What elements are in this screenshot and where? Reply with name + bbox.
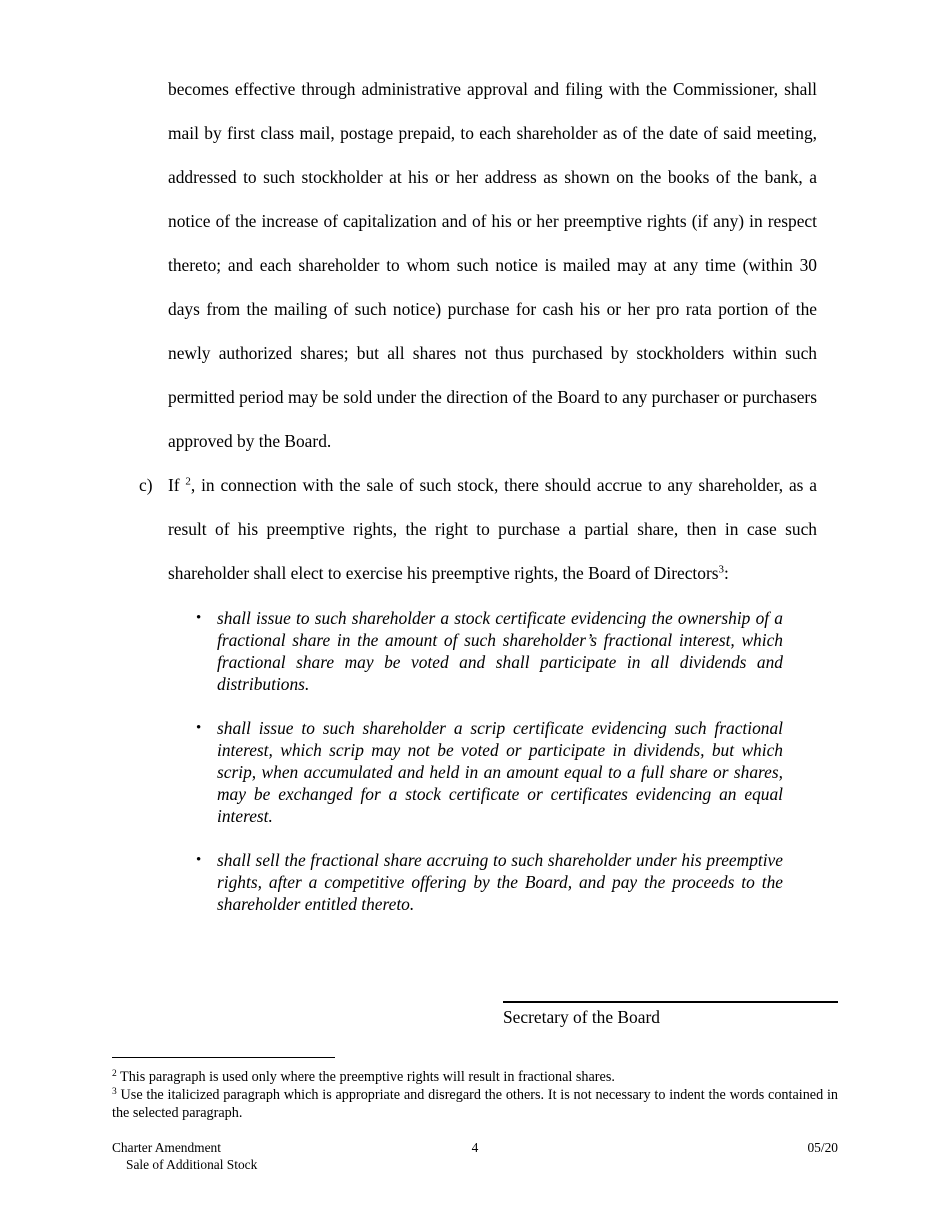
footnote-divider: [112, 1057, 335, 1058]
footer-doc-info: [112, 1139, 257, 1173]
list-item: [196, 607, 783, 695]
footnote-3: [112, 1086, 838, 1122]
bullet-icon: •: [196, 610, 202, 626]
bullet-icon: •: [196, 720, 202, 736]
list-item: [196, 849, 783, 915]
footnote-2: [112, 1068, 838, 1086]
item-c-label: c): [139, 475, 153, 495]
bullet-icon: •: [196, 852, 202, 868]
page-number: 4: [471, 1140, 479, 1155]
item-c-paragraph: [168, 463, 817, 595]
signature-label: Secretary of the Board: [503, 1007, 660, 1027]
option-list: [196, 607, 783, 937]
footnotes: [112, 1068, 838, 1122]
footnote-text: This paragraph is used only where the preemptive rights will result in fractional shares.: [120, 1069, 615, 1085]
footer-doc-title: Charter Amendment: [112, 1140, 221, 1155]
item-c-text-body: , in connection with the sale of such stock, there should accrue to any shareholder, as a result of his preemptive rights, the right to purchase a partial share, then in case such shareholder shall elect to exercise his preemptive rights, the Board of Directors: [168, 475, 817, 583]
option-text: shall issue to such shareholder a scrip certificate evidencing such fractional interest, which scrip may not be voted or participate in dividends, but which scrip, when accumulated and held in an amount equal to a full share or shares, may be exchanged for a stock certificate or certificates evidencing an equal interest.: [217, 718, 783, 826]
revision-date: 05/20: [807, 1140, 838, 1155]
item-c-text-start: If: [168, 475, 180, 495]
footnote-number: 3: [112, 1086, 117, 1097]
item-c-text-end: :: [724, 563, 729, 583]
list-item: [196, 717, 783, 827]
option-text: shall issue to such shareholder a stock certificate evidencing the ownership of a fractional share in the amount of such shareholder’s fractional interest, which fractional share may be voted and shall participate in all dividends and distributions.: [217, 608, 783, 694]
signature-line: [503, 1001, 838, 1003]
footnote-ref-3: 3: [718, 563, 725, 576]
footnote-number: 2: [112, 1068, 117, 1079]
continued-paragraph: becomes effective through administrative approval and filing with the Commissioner, shall mail by first class mail, postage prepaid, to each shareholder as of the date of said meeting, addressed to such stockholder at his or her address as shown on the books of the bank, a notice of the increase of capitalization and of his or her preemptive rights (if any) in respect thereto; and each shareholder to whom such notice is mailed may at any time (within 30 days from the mailing of such notice) purchase for cash his or her pro rata portion of the newly authorized shares; but all shares not thus purchased by stockholders within such permitted period may be sold under the direction of the Board to any purchaser or purchasers approved by the Board.: [168, 79, 817, 451]
footnote-text: Use the italicized paragraph which is appropriate and disregard the others. It is not necessary to indent the words contained in the selected paragraph.: [112, 1087, 839, 1121]
footer-doc-subtitle: Sale of Additional Stock: [126, 1157, 258, 1172]
option-text: shall sell the fractional share accruing to such shareholder under his preemptive rights, after a competitive offering by the Board, and pay the proceeds to the shareholder entitled thereto.: [217, 850, 783, 914]
footnote-ref-2: 2: [185, 475, 191, 488]
